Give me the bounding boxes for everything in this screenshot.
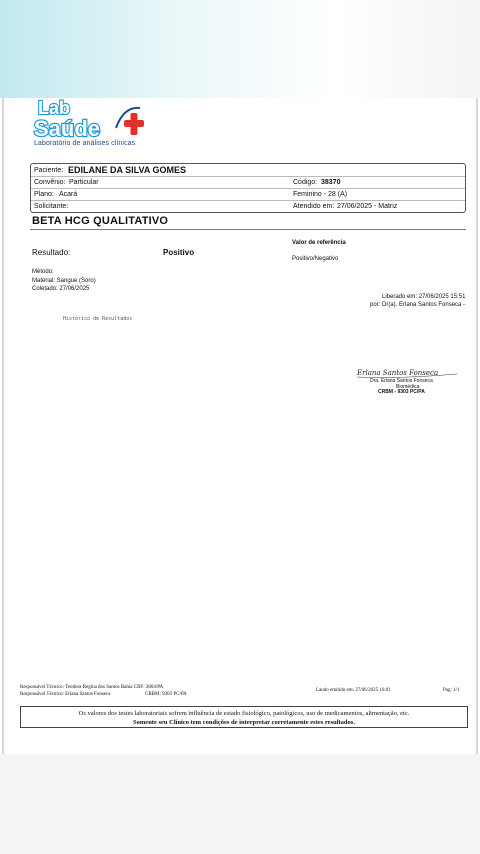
patient-name: EDILANE DA SILVA GOMES	[68, 165, 187, 175]
footer-crbm: CRBM: 9303 PC/PA	[145, 692, 187, 697]
signature-script: Erlana Santos Fonseca	[357, 369, 439, 377]
released-by-text: por: Dr(a). Erlana Santos Fonseca -	[370, 302, 466, 308]
released-text: Liberado em: 27/06/2025 15:51	[382, 294, 466, 300]
page-number: Pag: 1/1	[443, 688, 460, 693]
report-issued: Laudo emitido em: 27/06/2025 16:01	[316, 688, 391, 693]
material-text: Material: Sangue (Soro)	[32, 278, 96, 284]
plano-value: Acará	[59, 191, 78, 198]
disclaimer-line-2: Somente seu Clínico tem condições de interpretar corretamente estes resultados.	[133, 719, 355, 726]
result-value: Positivo	[163, 248, 195, 257]
method-label: Método:	[32, 269, 54, 275]
signer-crbm: CRBM - 9303 PC/PA	[378, 389, 425, 395]
patient-row-4	[31, 200, 465, 212]
signer-name: Dra. Erlana Santos Fonseca	[370, 378, 433, 384]
codigo-value: 38370	[321, 179, 341, 186]
reference-value: Positivo/Negativo	[292, 256, 339, 262]
atendido-value: 27/06/2025 - Matriz	[337, 203, 398, 210]
patient-info-box	[30, 163, 466, 213]
sexo-idade: Feminino - 28 (A)	[293, 191, 348, 198]
plano-label: Plano:	[34, 191, 54, 198]
top-background-band	[0, 0, 480, 98]
footer-responsible-2: Responsável Técnico: Erlana Santos Fonseca	[20, 692, 111, 697]
result-label: Resultado:	[32, 248, 71, 257]
atendido-label: Atendido em:	[293, 203, 335, 210]
lab-logo	[32, 98, 172, 153]
codigo-label: Código:	[293, 179, 318, 186]
footer-responsible-1: Responsável Técnico: Teodora Regina dos Santos Bahia CRF: 2804/PA	[20, 685, 164, 690]
logo-line2: Saúde	[34, 116, 101, 141]
reference-label: Valor de referência	[292, 240, 346, 246]
signer-role: Biomédica	[396, 384, 420, 390]
convenio-value: Particular	[69, 179, 99, 186]
red-cross-icon	[124, 113, 144, 135]
logo-subtitle: Laboratório de análises clínicas	[34, 140, 136, 147]
title-divider	[30, 229, 466, 230]
collected-text: Coletado: 27/06/2025	[32, 286, 90, 292]
logo-line1: Lab	[38, 98, 71, 118]
lab-saude-logo-icon	[32, 98, 172, 142]
disclaimer-line-1: Os valores dos testes laboratoriais sofrem influência de estado fisiológico, patológicos, uso de medicamentos, alimentação, etc.	[78, 710, 410, 717]
patient-name-label: Paciente:	[34, 167, 64, 174]
solicitante-label: Solicitante:	[34, 203, 69, 210]
disclaimer-box	[20, 706, 468, 728]
bottom-background-band	[0, 754, 480, 854]
results-history-link[interactable]: Histórico de Resultados	[63, 316, 133, 322]
exam-title: BETA HCG QUALITATIVO	[32, 215, 169, 227]
convenio-label: Convênio:	[34, 179, 66, 186]
